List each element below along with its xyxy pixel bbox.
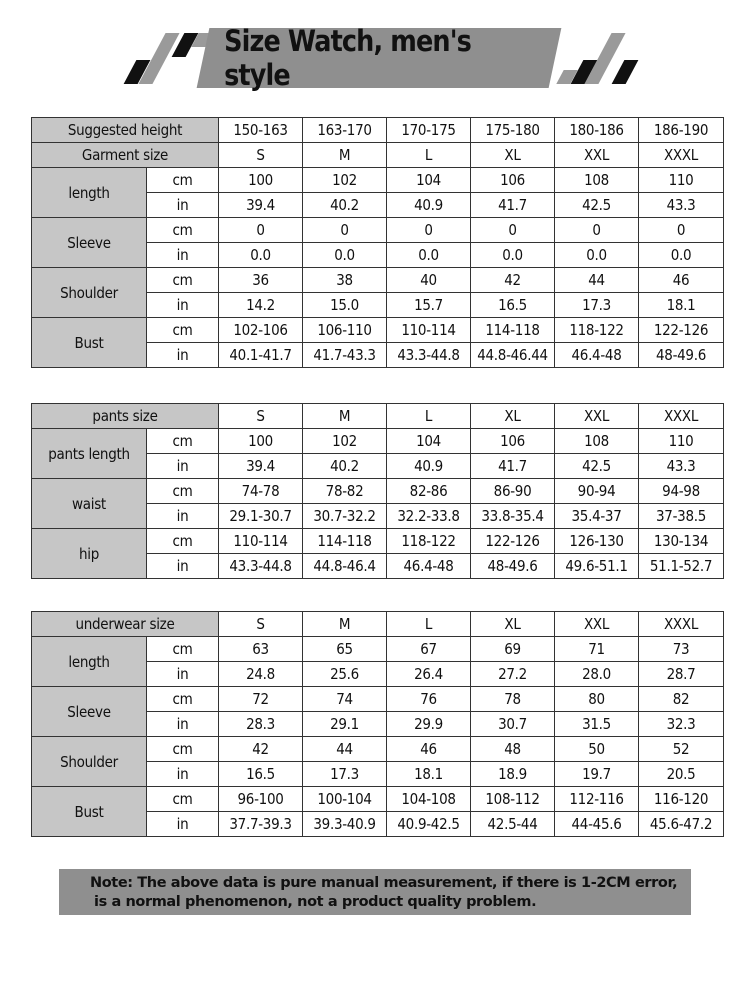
note-line-1: Note: The above data is pure manual measurement, if there is 1-2CM error, (90, 875, 678, 891)
size-header-cell: 150-163 (219, 118, 303, 143)
value-cell: 43.3-44.8 (219, 554, 303, 579)
value-cell: 104 (387, 168, 471, 193)
value-cell: 37-38.5 (639, 504, 724, 529)
unit-cell: in (147, 243, 219, 268)
table-header-row (32, 612, 724, 637)
value-cell: 40.2 (303, 193, 387, 218)
value-cell: 40 (387, 268, 471, 293)
underwear-size-label: underwear size (32, 612, 219, 637)
size-header-cell: XXL (555, 612, 639, 637)
value-cell: 80 (555, 687, 639, 712)
value-cell: 86-90 (471, 479, 555, 504)
value-cell: 0.0 (219, 243, 303, 268)
size-header-cell: L (387, 404, 471, 429)
value-cell: 0.0 (471, 243, 555, 268)
table-row (32, 268, 724, 293)
value-cell: 106 (471, 168, 555, 193)
value-cell: 18.9 (471, 762, 555, 787)
value-cell: 42 (219, 737, 303, 762)
size-header-cell: 180-186 (555, 118, 639, 143)
value-cell: 20.5 (639, 762, 724, 787)
value-cell: 46 (639, 268, 724, 293)
measurement-name-cell: Bust (32, 787, 147, 837)
value-cell: 44-45.6 (555, 812, 639, 837)
size-header-cell: M (303, 404, 387, 429)
value-cell: 106 (471, 429, 555, 454)
value-cell: 122-126 (639, 318, 724, 343)
measurement-name-cell: hip (32, 529, 147, 579)
size-header-cell: M (303, 612, 387, 637)
value-cell: 0 (555, 218, 639, 243)
unit-cell: in (147, 712, 219, 737)
table-row (32, 318, 724, 343)
value-cell: 122-126 (471, 529, 555, 554)
value-cell: 45.6-47.2 (639, 812, 724, 837)
table-row (32, 529, 724, 554)
value-cell: 82 (639, 687, 724, 712)
value-cell: 28.3 (219, 712, 303, 737)
value-cell: 110 (639, 168, 724, 193)
table-row (32, 687, 724, 712)
unit-cell: cm (147, 168, 219, 193)
unit-cell: cm (147, 268, 219, 293)
value-cell: 41.7 (471, 454, 555, 479)
value-cell: 73 (639, 637, 724, 662)
size-header-cell: XXXL (639, 612, 724, 637)
value-cell: 96-100 (219, 787, 303, 812)
measurement-name-cell: Shoulder (32, 737, 147, 787)
value-cell: 44.8-46.44 (471, 343, 555, 368)
value-cell: 32.2-33.8 (387, 504, 471, 529)
size-header-cell: XL (471, 612, 555, 637)
table-row (32, 429, 724, 454)
unit-cell: cm (147, 429, 219, 454)
value-cell: 100-104 (303, 787, 387, 812)
size-header-cell: XXL (555, 404, 639, 429)
value-cell: 27.2 (471, 662, 555, 687)
value-cell: 102 (303, 429, 387, 454)
value-cell: 65 (303, 637, 387, 662)
value-cell: 32.3 (639, 712, 724, 737)
value-cell: 42.5-44 (471, 812, 555, 837)
table-header-row (32, 143, 724, 168)
value-cell: 37.7-39.3 (219, 812, 303, 837)
value-cell: 82-86 (387, 479, 471, 504)
unit-cell: cm (147, 737, 219, 762)
value-cell: 74-78 (219, 479, 303, 504)
value-cell: 104-108 (387, 787, 471, 812)
size-header-cell: S (219, 612, 303, 637)
note-line-2: is a normal phenomenon, not a product quality problem. (94, 894, 537, 910)
stripe-decoration (138, 33, 179, 84)
value-cell: 25.6 (303, 662, 387, 687)
value-cell: 14.2 (219, 293, 303, 318)
value-cell: 49.6-51.1 (555, 554, 639, 579)
value-cell: 28.7 (639, 662, 724, 687)
value-cell: 33.8-35.4 (471, 504, 555, 529)
unit-cell: in (147, 554, 219, 579)
value-cell: 29.1-30.7 (219, 504, 303, 529)
unit-cell: in (147, 343, 219, 368)
value-cell: 130-134 (639, 529, 724, 554)
value-cell: 52 (639, 737, 724, 762)
value-cell: 108-112 (471, 787, 555, 812)
size-header-cell: L (387, 143, 471, 168)
value-cell: 0 (219, 218, 303, 243)
value-cell: 106-110 (303, 318, 387, 343)
value-cell: 100 (219, 429, 303, 454)
size-header-cell: S (219, 143, 303, 168)
value-cell: 17.3 (555, 293, 639, 318)
value-cell: 40.9 (387, 193, 471, 218)
value-cell: 40.2 (303, 454, 387, 479)
page-title: Size Watch, men's style (224, 24, 471, 92)
measurement-name-cell: pants length (32, 429, 147, 479)
measurement-name-cell: waist (32, 479, 147, 529)
value-cell: 16.5 (471, 293, 555, 318)
stripe-decoration (612, 60, 639, 84)
value-cell: 100 (219, 168, 303, 193)
value-cell: 0.0 (387, 243, 471, 268)
unit-cell: cm (147, 787, 219, 812)
value-cell: 94-98 (639, 479, 724, 504)
size-header-cell: 170-175 (387, 118, 471, 143)
table-row (32, 787, 724, 812)
value-cell: 0 (639, 218, 724, 243)
value-cell: 0.0 (555, 243, 639, 268)
size-header-cell: S (219, 404, 303, 429)
value-cell: 31.5 (555, 712, 639, 737)
value-cell: 16.5 (219, 762, 303, 787)
unit-cell: cm (147, 637, 219, 662)
value-cell: 51.1-52.7 (639, 554, 724, 579)
value-cell: 29.1 (303, 712, 387, 737)
unit-cell: in (147, 193, 219, 218)
value-cell: 18.1 (639, 293, 724, 318)
table-header-row (32, 404, 724, 429)
size-header-cell: XXXL (639, 404, 724, 429)
value-cell: 46 (387, 737, 471, 762)
pants-size-table (31, 403, 724, 579)
value-cell: 72 (219, 687, 303, 712)
value-cell: 104 (387, 429, 471, 454)
table-row (32, 218, 724, 243)
value-cell: 69 (471, 637, 555, 662)
value-cell: 29.9 (387, 712, 471, 737)
value-cell: 102 (303, 168, 387, 193)
value-cell: 41.7 (471, 193, 555, 218)
table-row (32, 737, 724, 762)
value-cell: 24.8 (219, 662, 303, 687)
value-cell: 17.3 (303, 762, 387, 787)
value-cell: 110-114 (219, 529, 303, 554)
value-cell: 40.9 (387, 454, 471, 479)
unit-cell: cm (147, 529, 219, 554)
value-cell: 90-94 (555, 479, 639, 504)
value-cell: 39.3-40.9 (303, 812, 387, 837)
value-cell: 15.7 (387, 293, 471, 318)
value-cell: 63 (219, 637, 303, 662)
unit-cell: in (147, 762, 219, 787)
table-header-row (32, 118, 724, 143)
size-header-cell: 175-180 (471, 118, 555, 143)
value-cell: 41.7-43.3 (303, 343, 387, 368)
value-cell: 39.4 (219, 454, 303, 479)
pants-size-label: pants size (32, 404, 219, 429)
table-row (32, 168, 724, 193)
value-cell: 39.4 (219, 193, 303, 218)
unit-cell: cm (147, 479, 219, 504)
size-header-cell: XXL (555, 143, 639, 168)
value-cell: 0.0 (303, 243, 387, 268)
value-cell: 74 (303, 687, 387, 712)
value-cell: 44 (303, 737, 387, 762)
value-cell: 118-122 (555, 318, 639, 343)
measurement-name-cell: Bust (32, 318, 147, 368)
size-header-cell: M (303, 143, 387, 168)
unit-cell: cm (147, 687, 219, 712)
underwear-size-table (31, 611, 724, 837)
value-cell: 26.4 (387, 662, 471, 687)
value-cell: 78 (471, 687, 555, 712)
value-cell: 76 (387, 687, 471, 712)
garment-size-label: Garment size (32, 143, 219, 168)
value-cell: 44 (555, 268, 639, 293)
value-cell: 126-130 (555, 529, 639, 554)
value-cell: 40.9-42.5 (387, 812, 471, 837)
measurement-note (59, 869, 691, 915)
garment-size-table (31, 117, 724, 368)
measurement-name-cell: Sleeve (32, 687, 147, 737)
value-cell: 42.5 (555, 454, 639, 479)
unit-cell: in (147, 662, 219, 687)
value-cell: 48-49.6 (471, 554, 555, 579)
value-cell: 42 (471, 268, 555, 293)
value-cell: 35.4-37 (555, 504, 639, 529)
value-cell: 36 (219, 268, 303, 293)
value-cell: 30.7 (471, 712, 555, 737)
value-cell: 110 (639, 429, 724, 454)
value-cell: 18.1 (387, 762, 471, 787)
value-cell: 110-114 (387, 318, 471, 343)
measurement-name-cell: Shoulder (32, 268, 147, 318)
size-header-cell: 163-170 (303, 118, 387, 143)
value-cell: 15.0 (303, 293, 387, 318)
value-cell: 48-49.6 (639, 343, 724, 368)
table-row (32, 479, 724, 504)
value-cell: 114-118 (471, 318, 555, 343)
value-cell: 108 (555, 429, 639, 454)
unit-cell: in (147, 812, 219, 837)
size-header-cell: XL (471, 143, 555, 168)
value-cell: 108 (555, 168, 639, 193)
size-header-cell: XXXL (639, 143, 724, 168)
value-cell: 118-122 (387, 529, 471, 554)
measurement-name-cell: Sleeve (32, 218, 147, 268)
value-cell: 116-120 (639, 787, 724, 812)
value-cell: 112-116 (555, 787, 639, 812)
value-cell: 67 (387, 637, 471, 662)
value-cell: 43.3 (639, 454, 724, 479)
value-cell: 0 (387, 218, 471, 243)
value-cell: 38 (303, 268, 387, 293)
value-cell: 0 (471, 218, 555, 243)
unit-cell: in (147, 504, 219, 529)
value-cell: 114-118 (303, 529, 387, 554)
value-cell: 42.5 (555, 193, 639, 218)
measurement-name-cell: length (32, 637, 147, 687)
value-cell: 40.1-41.7 (219, 343, 303, 368)
size-header-cell: L (387, 612, 471, 637)
value-cell: 44.8-46.4 (303, 554, 387, 579)
value-cell: 28.0 (555, 662, 639, 687)
size-header-cell: 186-190 (639, 118, 724, 143)
value-cell: 0.0 (639, 243, 724, 268)
value-cell: 0 (303, 218, 387, 243)
value-cell: 46.4-48 (555, 343, 639, 368)
unit-cell: in (147, 454, 219, 479)
unit-cell: cm (147, 318, 219, 343)
size-header-cell: XL (471, 404, 555, 429)
measurement-name-cell: length (32, 168, 147, 218)
value-cell: 102-106 (219, 318, 303, 343)
unit-cell: in (147, 293, 219, 318)
value-cell: 50 (555, 737, 639, 762)
unit-cell: cm (147, 218, 219, 243)
table-row (32, 637, 724, 662)
value-cell: 43.3 (639, 193, 724, 218)
value-cell: 71 (555, 637, 639, 662)
value-cell: 19.7 (555, 762, 639, 787)
value-cell: 78-82 (303, 479, 387, 504)
value-cell: 30.7-32.2 (303, 504, 387, 529)
value-cell: 43.3-44.8 (387, 343, 471, 368)
value-cell: 48 (471, 737, 555, 762)
value-cell: 46.4-48 (387, 554, 471, 579)
suggested-height-label: Suggested height (32, 118, 219, 143)
